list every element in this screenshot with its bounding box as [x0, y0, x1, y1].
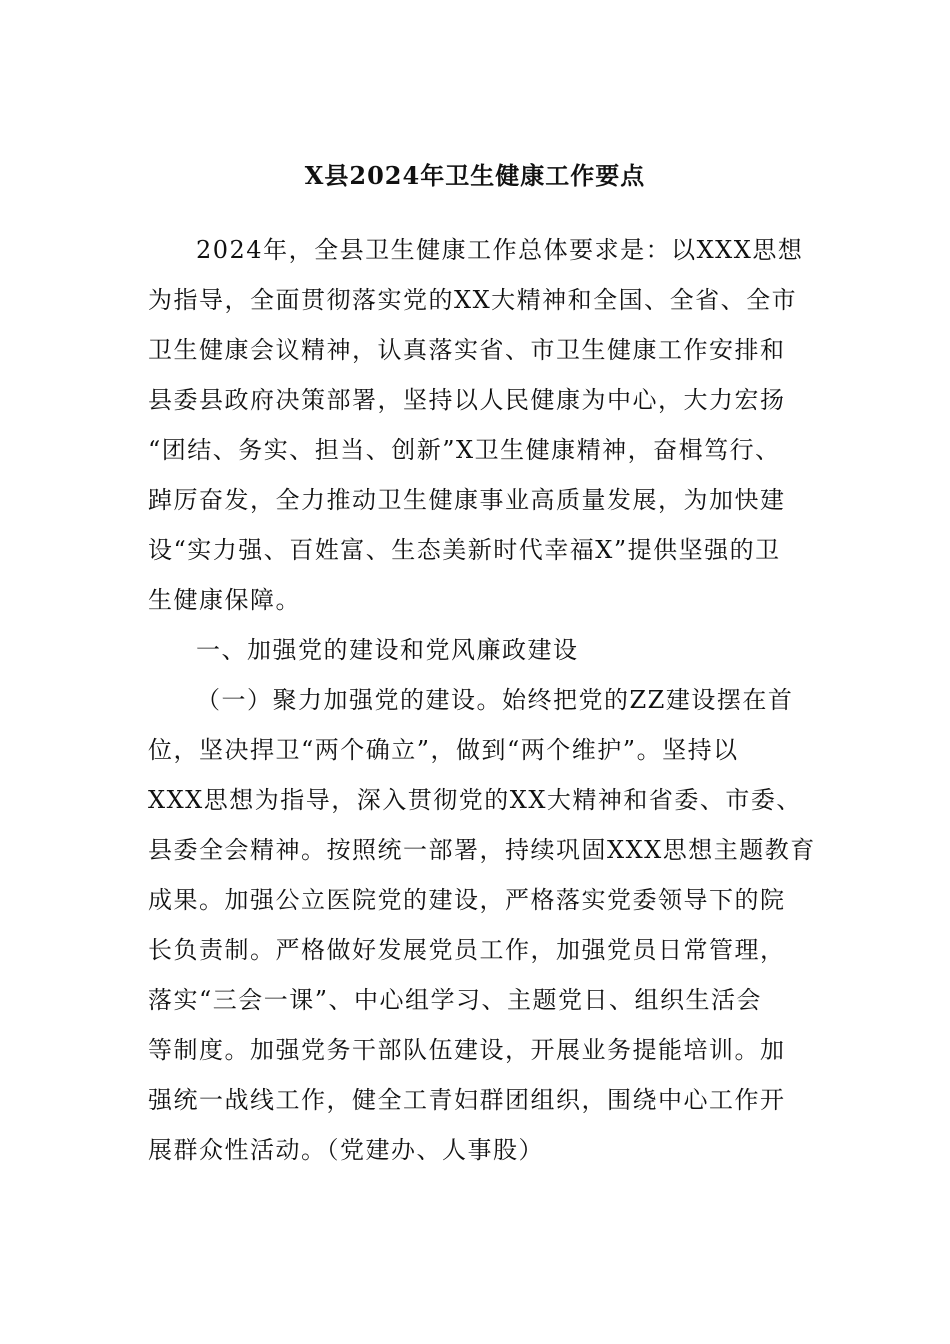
paragraph-line: 县委全会精神。按照统一部署，持续巩固XXX思想主题教育	[148, 836, 816, 864]
paragraph-line: 生健康保障。	[148, 586, 301, 614]
paragraph-line: 卫生健康会议精神，认真落实省、市卫生健康工作安排和	[148, 336, 786, 364]
paragraph-line: （一）聚力加强党的建设。始终把党的ZZ建设摆在首	[196, 686, 794, 714]
paragraph-line: 县委县政府决策部署，坚持以人民健康为中心，大力宏扬	[148, 386, 786, 414]
document-title: X县2024年卫生健康工作要点	[304, 161, 646, 190]
paragraph-line: “团结、务实、担当、创新”X卫生健康精神，奋楫笃行、	[148, 436, 781, 464]
paragraph-line: 为指导，全面贯彻落实党的XX大精神和全国、全省、全市	[148, 286, 798, 314]
paragraph-line: 踔厉奋发，全力推动卫生健康事业高质量发展，为加快建	[148, 486, 786, 514]
paragraph-line: 等制度。加强党务干部队伍建设，开展业务提能培训。加	[148, 1036, 786, 1064]
paragraph-line: 展群众性活动。（党建办、人事股）	[148, 1136, 544, 1164]
paragraph-line: 2024年，全县卫生健康工作总体要求是：以XXX思想	[196, 236, 804, 264]
paragraph-line: 落实“三会一课”、中心组学习、主题党日、组织生活会	[148, 986, 763, 1014]
paragraph-line: 强统一战线工作，健全工青妇群团组织，围绕中心工作开	[148, 1086, 786, 1114]
paragraph-line: 位，坚决捍卫“两个确立”，做到“两个维护”。坚持以	[148, 736, 739, 764]
section-heading: 一、加强党的建设和党风廉政建设	[196, 636, 579, 664]
paragraph-line: XXX思想为指导，深入贯彻党的XX大精神和省委、市委、	[148, 786, 802, 814]
paragraph-line: 设“实力强、百姓富、生态美新时代幸福X”提供坚强的卫	[148, 536, 781, 564]
paragraph-line: 长负责制。严格做好发展党员工作，加强党员日常管理，	[148, 936, 786, 964]
paragraph-line: 成果。加强公立医院党的建设，严格落实党委领导下的院	[148, 886, 786, 914]
